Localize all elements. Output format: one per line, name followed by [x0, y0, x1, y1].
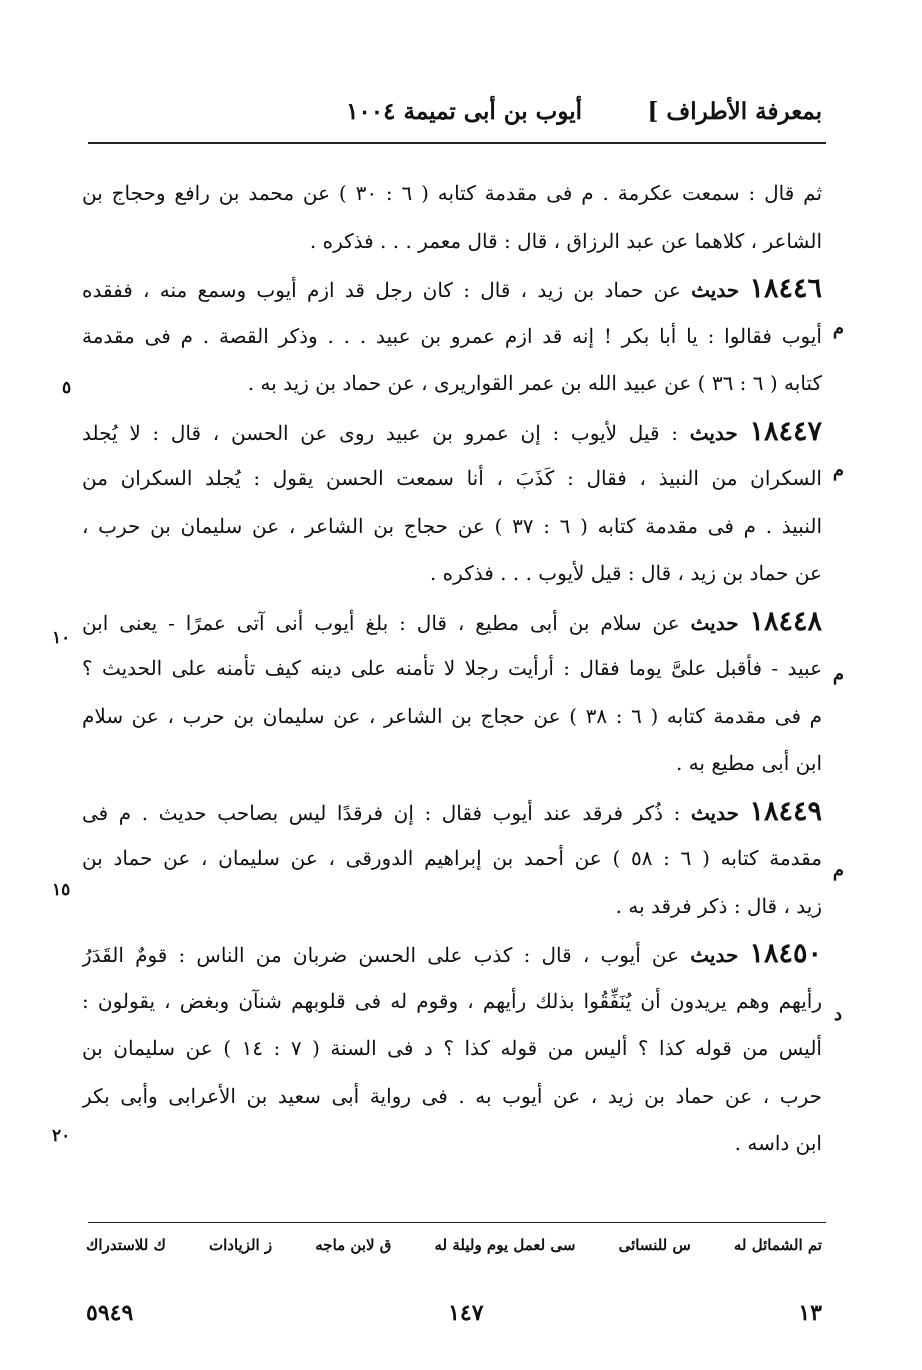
- hadith-entry-line: [82, 265, 822, 313]
- hadith-keyword: حديث: [690, 943, 739, 967]
- text-line: [82, 550, 822, 598]
- side-mark: م: [832, 860, 844, 881]
- side-mark: م: [832, 664, 844, 685]
- item-number: ٥٩٤٩: [86, 1300, 134, 1326]
- header-running-title: أيوب بن أبى تميمة ١٠٠٤: [346, 98, 582, 125]
- page-number: ١٤٧: [448, 1300, 484, 1326]
- footer-rule: [88, 1222, 826, 1223]
- hadith-entry-line: [82, 788, 822, 836]
- line-text: كتابه ( ٦ : ٣٦ ) عن عبيد الله بن عمر القواريرى ، عن حماد بن زيد به .: [247, 371, 822, 395]
- text-line: [82, 1120, 822, 1168]
- hadith-keyword: حديث: [691, 278, 740, 302]
- line-number-margin: ٢٠: [52, 1126, 71, 1146]
- text-line: [82, 455, 822, 503]
- header-section-title: بمعرفة الأطراف ]: [647, 98, 822, 125]
- line-text: عن حماد بن زيد ، قال : كان رجل قد ازم أيوب وسمع منه ، ففقده: [82, 278, 681, 302]
- side-mark: م: [832, 460, 844, 481]
- hadith-keyword: حديث: [689, 420, 738, 445]
- volume-number: ١٣: [798, 1300, 822, 1326]
- text-line: [82, 740, 822, 788]
- hadith-keyword: حديث: [690, 610, 739, 635]
- hadith-keyword: حديث: [690, 800, 739, 825]
- hadith-number: ١٨٤٤٩: [749, 795, 822, 827]
- line-number-margin: ١٥: [52, 880, 71, 900]
- line-text: عبيد - فأقبل علىَّ يوما فقال : أرأيت رجلا لا تأمنه على دينه كيف تأمنه على الحديث ؟: [82, 656, 822, 680]
- line-text: النبيذ . م فى مقدمة كتابه ( ٦ : ٣٧ ) عن حجاج بن الشاعر ، عن سليمان بن حرب ،: [82, 513, 822, 538]
- line-text: أيوب فقالوا : يا أبا بكر ! إنه قد ازم عمرو بن عبيد . . . وذكر القصة . م فى مقدمة: [82, 323, 822, 348]
- header-rule: [88, 142, 826, 144]
- hadith-entry-line: [82, 930, 822, 978]
- text-line: [82, 883, 822, 931]
- line-number-margin: ١٠: [52, 628, 71, 648]
- footer-abbrev: ك للاستدراك: [86, 1236, 166, 1254]
- text-line: [82, 1073, 822, 1121]
- text-line: [82, 645, 822, 693]
- line-text: : ذُكر فرقد عند أيوب فقال : إن فرقدًا ليس بصاحب حديث . م فى: [82, 800, 681, 825]
- footer-abbreviations: [86, 1236, 822, 1254]
- line-text: السكران من النبيذ ، فقال : كَذَبَ ، أنا سمعت الحسن يقول : يُجلد السكران من: [82, 466, 822, 490]
- footer-abbrev: ق لابن ماجه: [315, 1236, 392, 1254]
- text-line: [82, 503, 822, 551]
- text-line: [82, 313, 822, 361]
- side-mark: د: [833, 1004, 842, 1025]
- line-text: ابن أبى مطيع به .: [675, 751, 822, 775]
- page-number-line: [86, 1300, 822, 1326]
- hadith-number: ١٨٤٤٨: [749, 605, 822, 637]
- footer-abbrev: ز الزيادات: [208, 1236, 273, 1254]
- footer-abbrev: تم الشمائل له: [733, 1236, 822, 1254]
- line-text: زيد ، قال : ذكر فرقد به .: [615, 893, 822, 918]
- page-header: [90, 98, 822, 138]
- line-text: رأيهم وهم يريدون أن يُنَفِّقُوا بذلك رأيهم ، وقوم له فى قلوبهم شنآن وبغض ، يقولون :: [82, 988, 822, 1013]
- text-line: [82, 170, 822, 218]
- hadith-number: ١٨٤٥٠: [749, 938, 822, 969]
- hadith-text-body: [82, 170, 822, 1168]
- line-text: ابن داسه .: [734, 1131, 822, 1155]
- hadith-number: ١٨٤٤٦: [749, 273, 822, 304]
- text-line: [82, 1025, 822, 1073]
- line-text: م فى مقدمة كتابه ( ٦ : ٣٨ ) عن حجاج بن الشاعر ، عن سليمان بن حرب ، عن سلام: [82, 703, 822, 728]
- footer-abbrev: س للنسائى: [618, 1236, 691, 1254]
- line-text: أليس من قوله كذا ؟ أليس من قوله كذا ؟ د فى السنة ( ٧ : ١٤ ) عن سليمان بن: [82, 1036, 822, 1060]
- line-text: مقدمة كتابه ( ٦ : ٥٨ ) عن أحمد بن إبراهيم الدورقى ، عن سليمان ، عن حماد بن: [82, 846, 822, 870]
- line-text: حرب ، عن حماد بن زيد ، عن أيوب به . فى رواية أبى سعيد بن الأعرابى وأبى بكر: [82, 1083, 822, 1108]
- line-text: عن سلام بن أبى مطيع ، قال : بلغ أيوب أنى آتى عمرًا - يعنى ابن: [82, 610, 680, 635]
- line-text: ثم قال : سمعت عكرمة . م فى مقدمة كتابه ( ٦ : ٣٠ ) عن محمد بن رافع وحجاج بن: [82, 181, 822, 205]
- text-line: [82, 360, 822, 408]
- text-line: [82, 835, 822, 883]
- line-text: : قيل لأيوب : إن عمرو بن عبيد روى عن الحسن ، قال : لا يُجلد: [82, 420, 678, 445]
- footer-abbrev: سى لعمل يوم وليلة له: [434, 1236, 576, 1254]
- hadith-entry-line: [82, 408, 822, 456]
- line-text: الشاعر ، كلاهما عن عبد الرزاق ، قال : قال معمر . . . فذكره .: [309, 228, 822, 253]
- line-text: عن أيوب ، قال : كذب على الحسن ضربان من الناس : قومٌ القَدَرُ: [82, 943, 680, 967]
- hadith-entry-line: [82, 598, 822, 646]
- hadith-number: ١٨٤٤٧: [749, 415, 822, 447]
- line-text: عن حماد بن زيد ، قال : قيل لأيوب . . . فذكره .: [429, 561, 822, 585]
- text-line: [82, 978, 822, 1026]
- text-line: [82, 693, 822, 741]
- text-line: [82, 218, 822, 266]
- side-mark: م: [832, 318, 844, 339]
- line-number-margin: ٥: [62, 378, 72, 398]
